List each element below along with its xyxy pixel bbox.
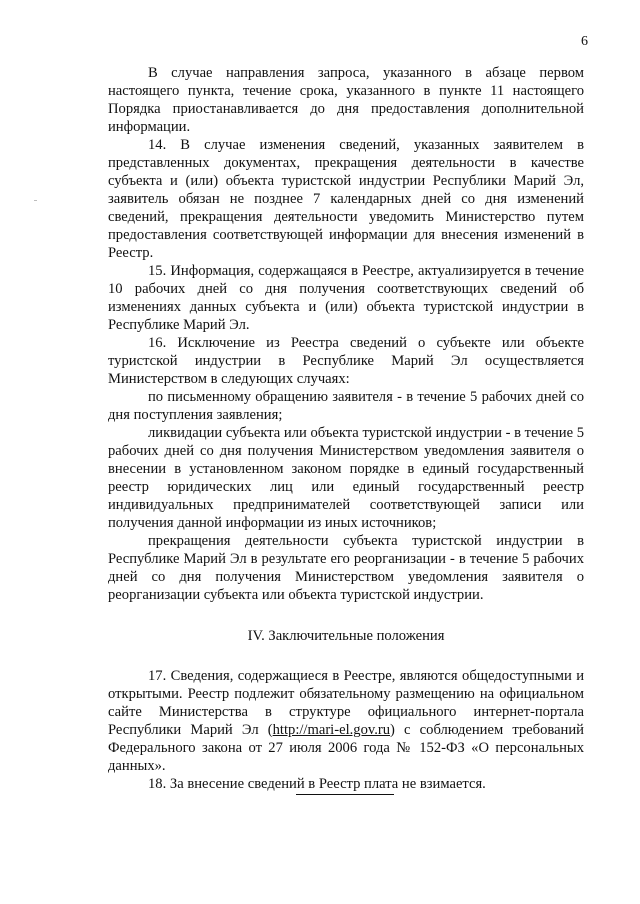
portal-link[interactable]: http://mari-el.gov.ru — [272, 722, 391, 738]
paragraph-17-text-start: 17. Сведения, содержащиеся в Реестре, являются общедоступными и открытыми. Реестр подлежит обязательному размещению на официальном сайте Министерства в структуре официального интернет-портала Республики Марий Эл ( — [108, 668, 584, 738]
paragraph-17-text-end: ) с соблюдением требований Федерального закона от 27 июля 2006 года № 152-ФЗ «О персональных данных». — [108, 722, 584, 774]
paragraph-16: 16. Исключение из Реестра сведений о субъекте или объекте туристской индустрии в Республике Марий Эл осуществляется Министерством в следующих случаях: — [108, 335, 584, 387]
paragraph-request-suspension: В случае направления запроса, указанного в абзаце первом настоящего пункта, течение срока, указанного в пункте 11 настоящего Порядка приостанавливается до дня предоставления дополнительной информации. — [108, 65, 584, 135]
paragraph-14: 14. В случае изменения сведений, указанных заявителем в представленных документах, прекращения деятельности в качестве субъекта и (или) объекта туристской индустрии Республики Марий Эл, заявитель обязан не позднее 7 календарных дней со дня изменений сведений, прекращения деятельности уведомить Министерство путем предоставления соответствующей информации для внесения изменений в Реестр. — [108, 137, 584, 261]
paragraph-18: 18. За внесение сведений в Реестр плата не взимается. — [148, 776, 486, 792]
paragraph-17 — [108, 667, 584, 775]
section-heading: IV. Заключительные положения — [247, 628, 445, 644]
paragraph-16-case-liquidation: ликвидации субъекта или объекта туристской индустрии - в течение 5 рабочих дней со дня получения Министерством уведомления заявителя о внесении в установленном законом порядке в единый государственный реестр юридических лиц или единый государственный реестр индивидуальных предпринимателей соответствующей записи или получения данной информации из иных источников; — [108, 425, 584, 531]
page-number: 6 — [581, 34, 588, 49]
scan-artifact — [34, 200, 37, 201]
paragraph-15: 15. Информация, содержащаяся в Реестре, актуализируется в течение 10 рабочих дней со дня получения соответствующих сведений об изменениях данных субъекта и (или) объекта туристской индустрии в Республике Марий Эл. — [108, 263, 584, 333]
paragraph-16-case-reorganization: прекращения деятельности субъекта туристской индустрии в Республике Марий Эл в результате его реорганизации - в течение 5 рабочих дней со дня получения Министерством уведомления заявителя о реорганизации субъекта или объекта туристской индустрии. — [108, 533, 584, 603]
paragraph-16-case-request: по письменному обращению заявителя - в течение 5 рабочих дней со дня поступления заявления; — [108, 389, 584, 423]
end-divider — [296, 794, 394, 795]
document-body — [108, 64, 584, 793]
